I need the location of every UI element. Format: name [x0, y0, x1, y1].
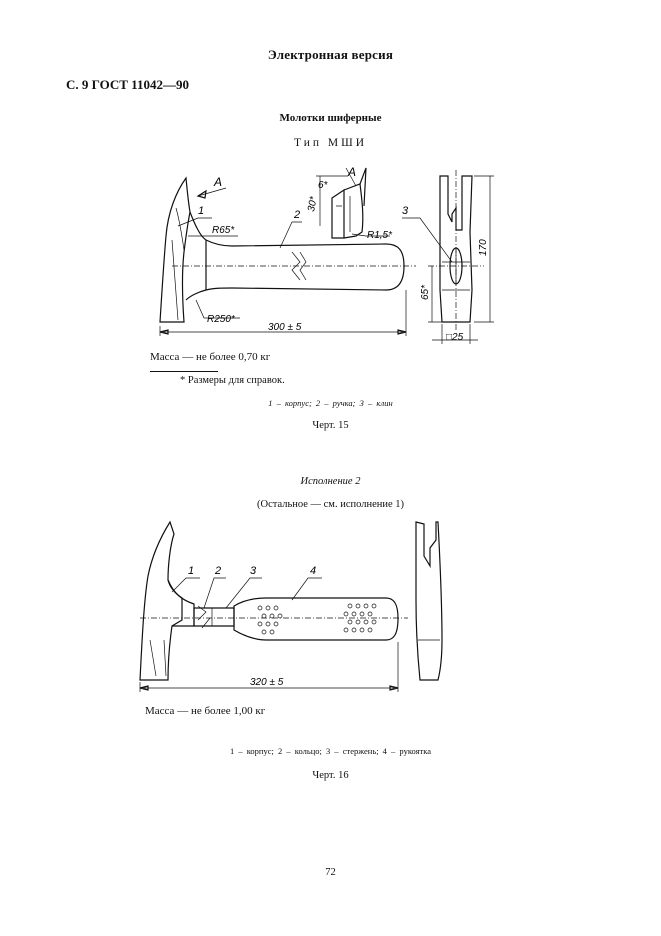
height-170-label: 170 — [478, 239, 489, 256]
page-number: 72 — [325, 867, 336, 878]
dim-30-label: 30* — [306, 195, 320, 213]
legend-figure-15: 1 – корпус; 2 – ручка; 3 – клин — [268, 398, 393, 408]
square-25-label: □25 — [446, 332, 464, 343]
position-3-label-fig16: 3 — [250, 565, 257, 577]
radius-1-5-label: R1,5* — [367, 230, 393, 241]
length-320-dimension: 320 ± 5 — [250, 677, 284, 688]
mass-text-figure-15: Масса — не более 0,70 кг — [150, 351, 271, 363]
position-3-label: 3 — [402, 205, 409, 217]
view-a2-label: А — [348, 165, 357, 179]
legend-figure-16: 1 – корпус; 2 – кольцо; 3 – стержень; 4 – рукоятка — [229, 746, 432, 756]
grip-pattern-icon — [258, 604, 376, 634]
variant-note: (Остальное — см. исполнение 1) — [257, 499, 404, 510]
footnote: * Размеры для справок. — [180, 375, 285, 386]
position-2-label: 2 — [294, 209, 301, 221]
position-1-label: 1 — [198, 205, 205, 217]
page-reference: С. 9 ГОСТ 11042—90 — [66, 77, 189, 92]
caption-figure-15: Черт. 15 — [312, 420, 349, 431]
type-label: Тип МШИ — [293, 137, 368, 149]
view-a-label: А — [214, 175, 223, 189]
position-2-label-fig16: 2 — [215, 565, 222, 577]
position-1-label-fig16: 1 — [188, 565, 195, 577]
dim-65-label: 65* — [420, 284, 431, 300]
section-title: Молотки шиферные — [279, 112, 382, 124]
radius-65-label: R65* — [212, 225, 235, 236]
radius-250-label: R250* — [207, 314, 235, 325]
variant-title: Исполнение 2 — [300, 476, 361, 487]
caption-figure-16: Черт. 16 — [312, 770, 349, 781]
position-4-label-fig16: 4 — [310, 565, 317, 577]
dim-6-label: 6* — [318, 180, 328, 191]
length-300-dimension: 300 ± 5 — [268, 322, 302, 333]
mass-text-figure-16: Масса — не более 1,00 кг — [145, 705, 266, 717]
header-electronic-version: Электронная версия — [267, 47, 394, 62]
